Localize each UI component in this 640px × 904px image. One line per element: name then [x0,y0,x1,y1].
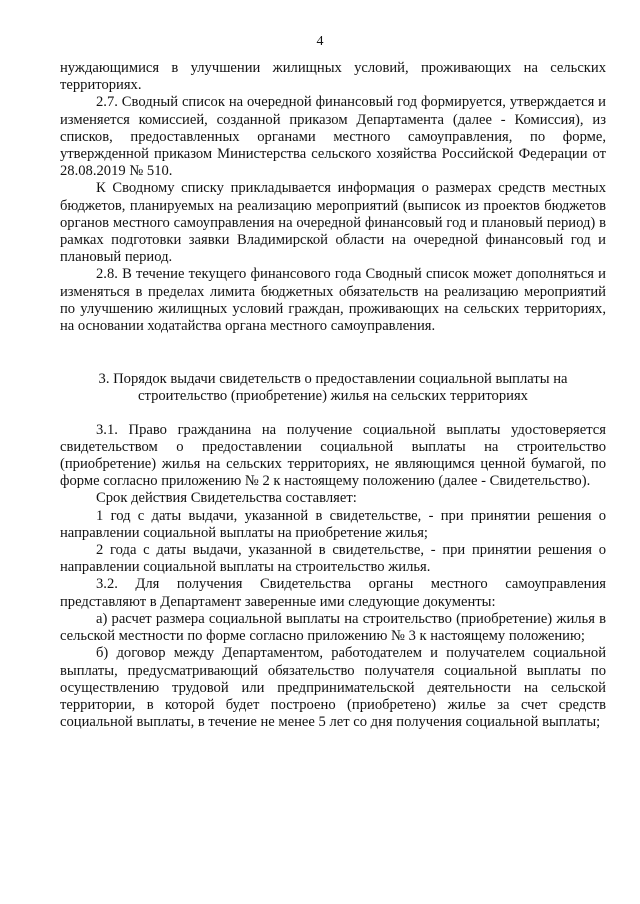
paragraph-2-8: 2.8. В течение текущего финансового года Сводный список может дополняться и изменяться в пределах лимита бюджетных обязательств на реализацию мероприятий по улучшению жилищных условий граждан, проживающих на сельских территориях, на основании ходатайства органа местного самоуправления. [60,266,606,335]
paragraph-term-construction: 2 года с даты выдачи, указанной в свидетельстве, - при принятии решения о направлении социальной выплаты на строительство жилья. [60,542,606,576]
page-number: 4 [316,34,324,49]
heading-spacer [60,406,606,422]
document-body [60,60,606,731]
section-heading: 3. Порядок выдачи свидетельств о предоставлении социальной выплаты на строительство (приобретение) жилья на сельских территориях [98,371,568,405]
section-spacer [60,335,606,371]
paragraph-validity-term: Срок действия Свидетельства составляет: [96,490,357,507]
list-item-b: б) договор между Департаментом, работодателем и получателем социальной выплаты, предусматривающий обязательство получателя социальной выплаты по осуществлению трудовой или предпринимательской деятельности на сельской территории, в которой будет построено (приобретено) жилье за счет средств социальной выплаты, в течение не менее 5 лет со дня получения социальной выплаты; [60,645,606,731]
paragraph-term-purchase: 1 год с даты выдачи, указанной в свидетельстве, - при принятии решения о направлении социальной выплаты на приобретение жилья; [60,507,606,541]
list-item-a: а) расчет размера социальной выплаты на строительство (приобретение) жилья в сельской местности по форме согласно приложению № 3 к настоящему положению; [60,610,606,645]
paragraph-continuation: нуждающимися в улучшении жилищных условий, проживающих на сельских территориях. [60,60,606,94]
paragraph-3-1: 3.1. Право гражданина на получение социальной выплаты удостоверяется свидетельством о предоставлении социальной выплаты на строительство (приобретение) жилья на сельских территориях, не являющимся ценной бумагой, по форме согласно приложению № 2 к настоящему положению (далее - Свидетельство). [60,421,606,490]
paragraph-budget-info: К Сводному списку прикладывается информация о размерах средств местных бюджетов, планируемых на реализацию мероприятий (выписок из проектов бюджетов органов местного самоуправления на очередной финансовый год и плановый период) в рамках подготовки заявки Владимирской области на очередной финансовый год и плановый период. [60,180,606,266]
paragraph-2-7: 2.7. Сводный список на очередной финансовый год формируется, утверждается и изменяется комиссией, созданной приказом Департамента (далее - Комиссия), из списков, предоставленных органами местного самоуправления, по форме, утвержденной приказом Министерства сельского хозяйства Российской Федерации от 28.08.2019 № 510. [60,94,606,180]
paragraph-3-2: 3.2. Для получения Свидетельства органы местного самоуправления представляют в Департамент заверенные ими следующие документы: [60,576,606,610]
